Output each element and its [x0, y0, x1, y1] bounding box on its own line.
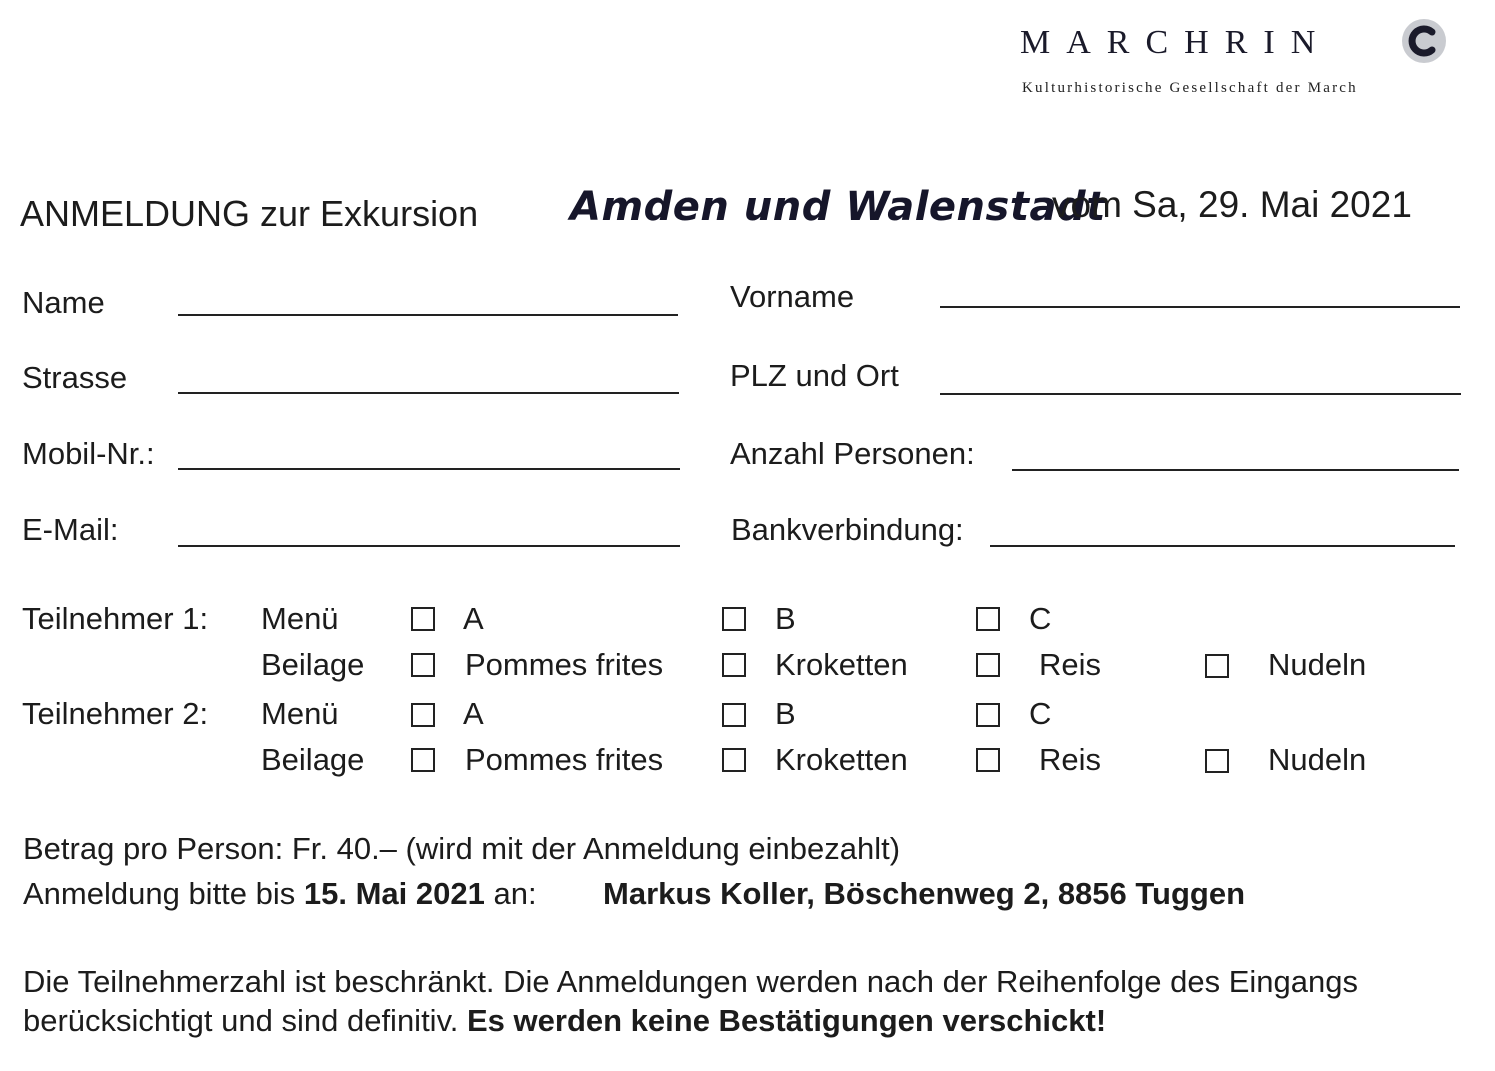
no-confirmation-notice: Es werden keine Bestätigungen verschickt!: [467, 1003, 1107, 1038]
email-label: E-Mail:: [22, 512, 119, 547]
excursion-date: vom Sa, 29. Mai 2021: [1052, 184, 1412, 225]
vorname-label: Vorname: [730, 279, 855, 314]
mobil-field[interactable]: [178, 468, 680, 470]
teilnehmer-2-kroketten-checkbox[interactable]: [722, 748, 746, 772]
teilnehmer-1-nudeln-label: Nudeln: [1268, 647, 1367, 682]
teilnehmer-1-menu-a-checkbox[interactable]: [411, 607, 435, 631]
anzahl-personen-field[interactable]: [1012, 469, 1459, 471]
teilnehmer-2-menu-a-label: A: [463, 696, 484, 731]
teilnehmer-1-reis-label: Reis: [1039, 647, 1102, 682]
teilnehmer-2-menu-b-label: B: [775, 696, 796, 731]
mobil-label: Mobil-Nr.:: [22, 436, 155, 471]
note-line-1: Die Teilnehmerzahl ist beschränkt. Die Anmeldungen werden nach der Reihenfolge des Eingangs: [23, 964, 1358, 999]
logo-wordmark: MARCHRIN: [1020, 24, 1332, 61]
teilnehmer-1-nudeln-checkbox[interactable]: [1205, 654, 1229, 678]
strasse-field[interactable]: [178, 392, 679, 394]
contact-address: Markus Koller, Böschenweg 2, 8856 Tuggen: [603, 876, 1246, 911]
price-info: Betrag pro Person: Fr. 40.– (wird mit der Anmeldung einbezahlt): [23, 831, 901, 866]
teilnehmer-2-menu-a-checkbox[interactable]: [411, 703, 435, 727]
note-line-2-prefix: berücksichtigt und sind definitiv.: [23, 1003, 467, 1038]
deadline-date: 15. Mai 2021: [303, 876, 485, 911]
teilnehmer-1-kroketten-checkbox[interactable]: [722, 653, 746, 677]
teilnehmer-2-reis-checkbox[interactable]: [976, 748, 1000, 772]
plz-ort-label: PLZ und Ort: [730, 358, 899, 393]
teilnehmer-2-nudeln-label: Nudeln: [1268, 742, 1367, 777]
teilnehmer-1-label: Teilnehmer 1:: [22, 601, 209, 636]
teilnehmer-2-pommes-label: Pommes frites: [465, 742, 664, 777]
teilnehmer-1-menu-c-checkbox[interactable]: [976, 607, 1000, 631]
name-field[interactable]: [178, 314, 678, 316]
teilnehmer-1-menu-label: Menü: [261, 601, 339, 636]
form-title: ANMELDUNG zur Exkursion: [20, 193, 479, 234]
teilnehmer-1-kroketten-label: Kroketten: [775, 647, 908, 682]
deadline-line: [23, 876, 537, 912]
teilnehmer-2-menu-c-label: C: [1029, 696, 1052, 731]
deadline-mid: an:: [484, 876, 537, 911]
bankverbindung-field[interactable]: [990, 545, 1455, 547]
email-field[interactable]: [178, 545, 680, 547]
vorname-field[interactable]: [940, 306, 1460, 308]
teilnehmer-1-reis-checkbox[interactable]: [976, 653, 1000, 677]
teilnehmer-1-pommes-checkbox[interactable]: [411, 653, 435, 677]
teilnehmer-2-menu-b-checkbox[interactable]: [722, 703, 746, 727]
teilnehmer-2-pommes-checkbox[interactable]: [411, 748, 435, 772]
plz-ort-field[interactable]: [940, 393, 1461, 395]
teilnehmer-2-nudeln-checkbox[interactable]: [1205, 749, 1229, 773]
teilnehmer-1-menu-b-label: B: [775, 601, 796, 636]
deadline-prefix: Anmeldung bitte bis: [23, 876, 304, 911]
teilnehmer-1-pommes-label: Pommes frites: [465, 647, 664, 682]
teilnehmer-2-menu-label: Menü: [261, 696, 339, 731]
note-line-2: [23, 1003, 1106, 1039]
teilnehmer-2-reis-label: Reis: [1039, 742, 1102, 777]
teilnehmer-1-menu-c-label: C: [1029, 601, 1052, 636]
name-label: Name: [22, 285, 105, 320]
anzahl-personen-label: Anzahl Personen:: [730, 436, 975, 471]
teilnehmer-2-label: Teilnehmer 2:: [22, 696, 209, 731]
teilnehmer-2-kroketten-label: Kroketten: [775, 742, 908, 777]
strasse-label: Strasse: [22, 360, 128, 395]
teilnehmer-1-menu-b-checkbox[interactable]: [722, 607, 746, 631]
logo-ring-icon: [1394, 14, 1450, 66]
bankverbindung-label: Bankverbindung:: [731, 512, 964, 547]
teilnehmer-1-menu-a-label: A: [463, 601, 484, 636]
teilnehmer-2-beilage-label: Beilage: [261, 742, 365, 777]
teilnehmer-2-menu-c-checkbox[interactable]: [976, 703, 1000, 727]
excursion-destination: Amden und Walenstadt: [570, 184, 1106, 230]
logo-subtitle: Kulturhistorische Gesellschaft der March: [1022, 80, 1358, 96]
teilnehmer-1-beilage-label: Beilage: [261, 647, 365, 682]
